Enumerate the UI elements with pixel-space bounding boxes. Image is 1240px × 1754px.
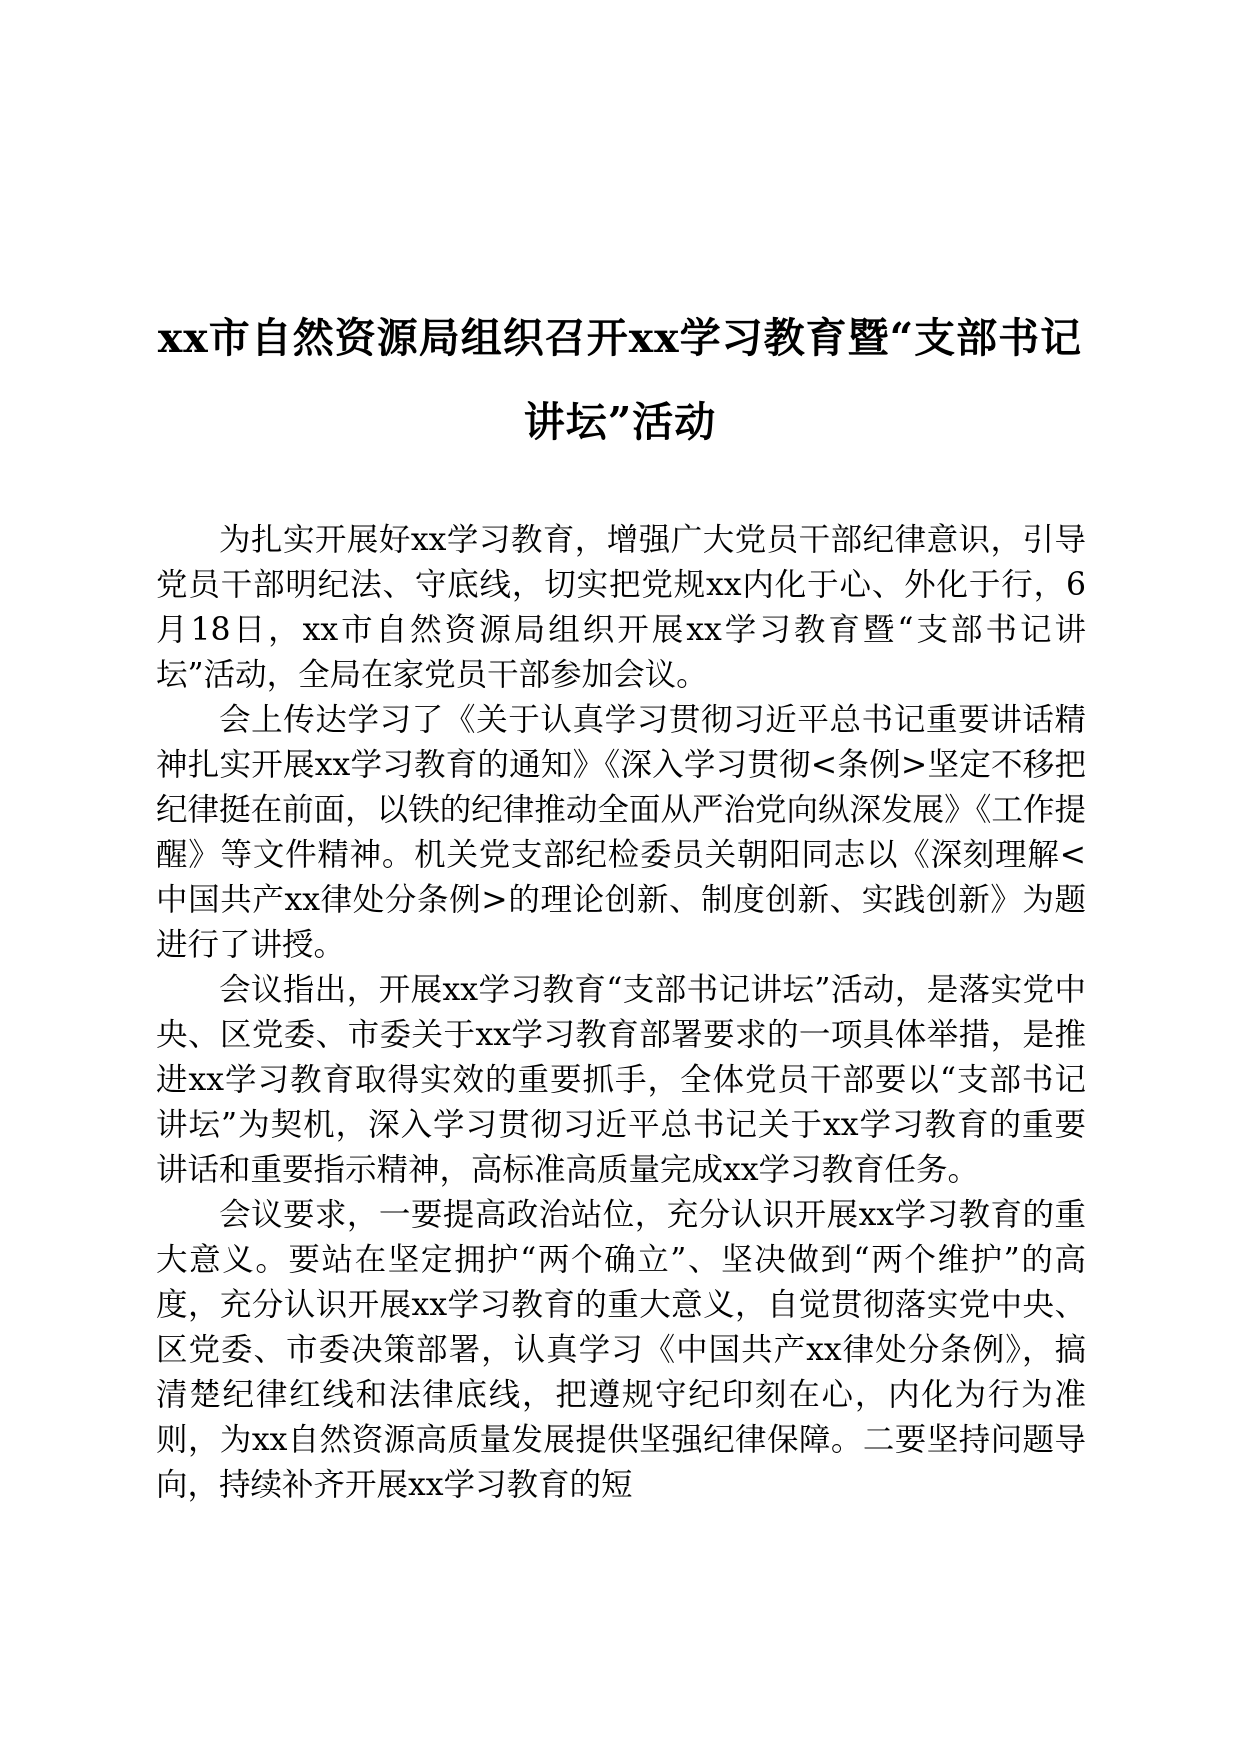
document-title: xx市自然资源局组织召开xx学习教育暨“支部书记讲坛”活动 xyxy=(157,314,1083,446)
paragraph: 会议要求，一要提高政治站位，充分认识开展xx学习教育的重大意义。要站在坚定拥护“两个确立”、坚决做到“两个维护”的高度，充分认识开展xx学习教育的重大意义，自觉贯彻落实党中央、区党委、市委决策部署，认真学习《中国共产xx律处分条例》，搞清楚纪律红线和法律底线，把遵规守纪印刻在心，内化为行为准则，为xx自然资源高质量发展提供坚强纪律保障。二要坚持问题导向，持续补齐开展xx学习教育的短 xyxy=(156,1197,1086,1503)
paragraph: 为扎实开展好xx学习教育，增强广大党员干部纪律意识，引导党员干部明纪法、守底线，切实把党规xx内化于心、外化于行，6月18日，xx市自然资源局组织开展xx学习教育暨“支部书记讲坛”活动，全局在家党员干部参加会议。 xyxy=(156,522,1086,693)
paragraph: 会上传达学习了《关于认真学习贯彻习近平总书记重要讲话精神扎实开展xx学习教育的通知》《深入学习贯彻<条例>坚定不移把纪律挺在前面，以铁的纪律推动全面从严治党向纵深发展》《工作提醒》等文件精神。机关党支部纪检委员关朝阳同志以《深刻理解<中国共产xx律处分条例>的理论创新、制度创新、实践创新》为题进行了讲授。 xyxy=(156,702,1086,963)
document-body xyxy=(156,518,1086,1508)
paragraph: 会议指出，开展xx学习教育“支部书记讲坛”活动，是落实党中央、区党委、市委关于xx学习教育部署要求的一项具体举措，是推进xx学习教育取得实效的重要抓手，全体党员干部要以“支部书记讲坛”为契机，深入学习贯彻习近平总书记关于xx学习教育的重要讲话和重要指示精神，高标准高质量完成xx学习教育任务。 xyxy=(156,972,1086,1188)
